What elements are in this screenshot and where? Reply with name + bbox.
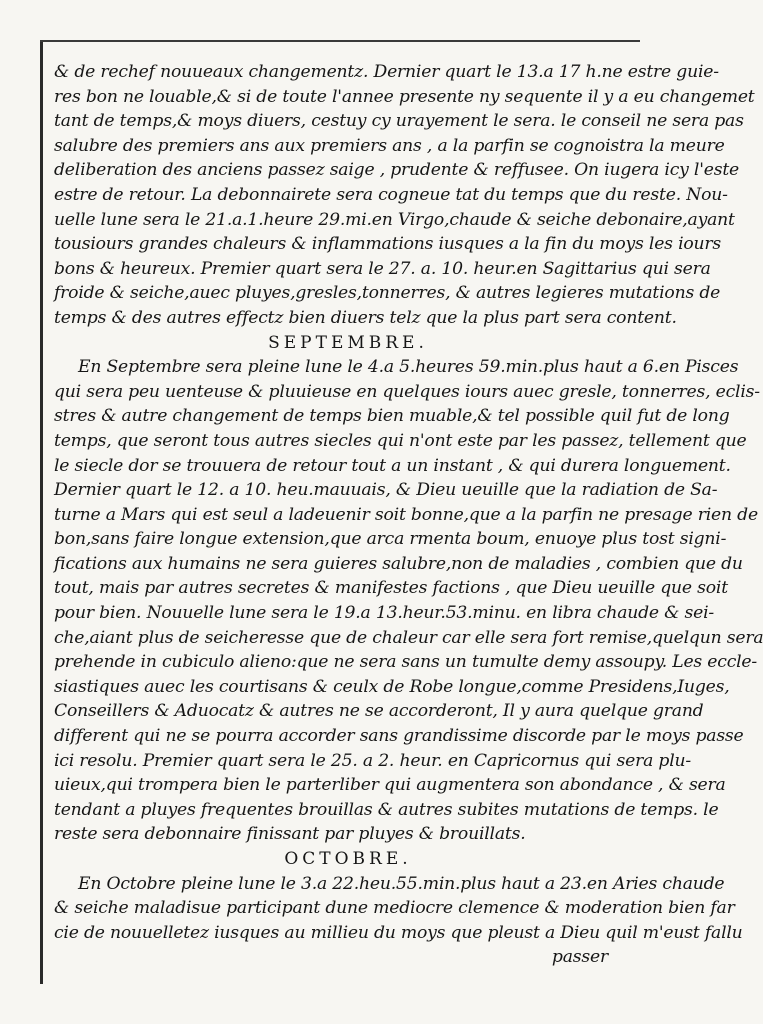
text-line: & seiche maladisue participant dune mediocre clemence & moderation bien far — [54, 898, 735, 919]
text-line: cie de nouuelletez iusques au millieu du moys que pleust a Dieu quil m'eust fallu — [54, 922, 743, 943]
page-edge — [40, 40, 43, 984]
text-line: che,aiant plus de seicheresse que de chaleur car elle sera fort remise,quelqun sera — [54, 627, 763, 648]
text-line: uelle lune sera le 21.a.1.heure 29.mi.en Virgo,chaude & seiche debonaire,ayant — [54, 209, 735, 230]
text-line: le siecle dor se trouuera de retour tout a un instant , & qui durera longuement. — [54, 455, 731, 476]
text-line: estre de retour. La debonnairete sera cogneue tat du temps que du reste. Nou- — [54, 184, 728, 205]
text-line: stres & autre changement de temps bien muable,& tel possible quil fut de long — [54, 406, 730, 427]
text-line: En Septembre sera pleine lune le 4.a 5.heures 59.min.plus haut a 6.en Pisces — [78, 357, 739, 378]
section-heading-october: OCTOBRE. — [284, 849, 412, 869]
text-line: salubre des premiers ans aux premiers ans , a la parfin se cognoistra la meure — [54, 135, 725, 156]
catchword: passer — [551, 947, 608, 968]
text-line: uieux,qui trompera bien le parterliber qui augmentera son abondance , & sera — [54, 775, 726, 796]
text-line: bon,sans faire longue extension,que arca rmenta boum, enuoye plus tost signi- — [54, 529, 727, 550]
text-line: ici resolu. Premier quart sera le 25. a 2. heur. en Capricornus qui sera plu- — [54, 750, 691, 771]
text-line: En Octobre pleine lune le 3.a 22.heu.55.min.plus haut a 23.en Aries chaude — [78, 873, 725, 894]
text-line: fications aux humains ne sera guieres salubre,non de maladies , combien que du — [54, 553, 743, 574]
text-line: qui sera peu uenteuse & pluuieuse en quelques iours auec gresle, tonnerres, eclis- — [54, 381, 760, 402]
text-line: tant de temps,& moys diuers, cestuy cy urayement le sera. le conseil ne sera pas — [54, 111, 744, 132]
text-line: turne a Mars qui est seul a ladeuenir soit bonne,que a la parfin ne presage rien de — [54, 504, 758, 525]
section-heading-september: SEPTEMBRE. — [268, 332, 428, 353]
text-line: temps & des autres effectz bien diuers telz que la plus part sera content. — [54, 307, 677, 328]
text-line: different qui ne se pourra accorder sans grandissime discorde par le moys passe — [54, 726, 744, 747]
page-top-edge — [40, 40, 640, 42]
text-line: Conseillers & Aduocatz & autres ne se accorderont, Il y aura quelque grand — [54, 701, 704, 722]
text-line: Dernier quart le 12. a 10. heu.mauuais, & Dieu ueuille que la radiation de Sa- — [54, 480, 718, 501]
page-text — [54, 60, 763, 970]
text-line: deliberation des anciens passez saige , prudente & reffusee. On iugera icy l'este — [54, 160, 740, 181]
text-line: froide & seiche,auec pluyes,gresles,tonnerres, & autres legieres mutations de — [54, 283, 721, 304]
text-line: tendant a pluyes frequentes brouillas & autres subites mutations de temps. le — [54, 799, 719, 820]
text-line: prehende in cubiculo alieno:que ne sera sans un tumulte demy assoupy. Les eccle- — [54, 652, 757, 673]
text-line: & de rechef nouueaux changementz. Dernier quart le 13.a 17 h.ne estre guie- — [54, 62, 719, 82]
text-line: tout, mais par autres secretes & manifestes factions , que Dieu ueuille que soit — [54, 578, 728, 599]
text-line: siastiques auec les courtisans & ceulx de Robe longue,comme Presidens,Iuges, — [54, 676, 730, 697]
text-line: res bon ne louable,& si de toute l'annee presente ny sequente il y a eu changemet — [54, 86, 755, 107]
text-line: reste sera debonnaire finissant par pluyes & brouillats. — [54, 824, 526, 845]
text-line: pour bien. Nouuelle lune sera le 19.a 13.heur.53.minu. en libra chaude & sei- — [54, 603, 715, 624]
text-line: bons & heureux. Premier quart sera le 27. a. 10. heur.en Sagittarius qui sera — [54, 258, 711, 279]
text-line: temps, que seront tous autres siecles qui n'ont este par les passez, tellement que — [54, 430, 747, 451]
text-line: tousiours grandes chaleurs & inflammations iusques a la fin du moys les iours — [54, 234, 722, 255]
